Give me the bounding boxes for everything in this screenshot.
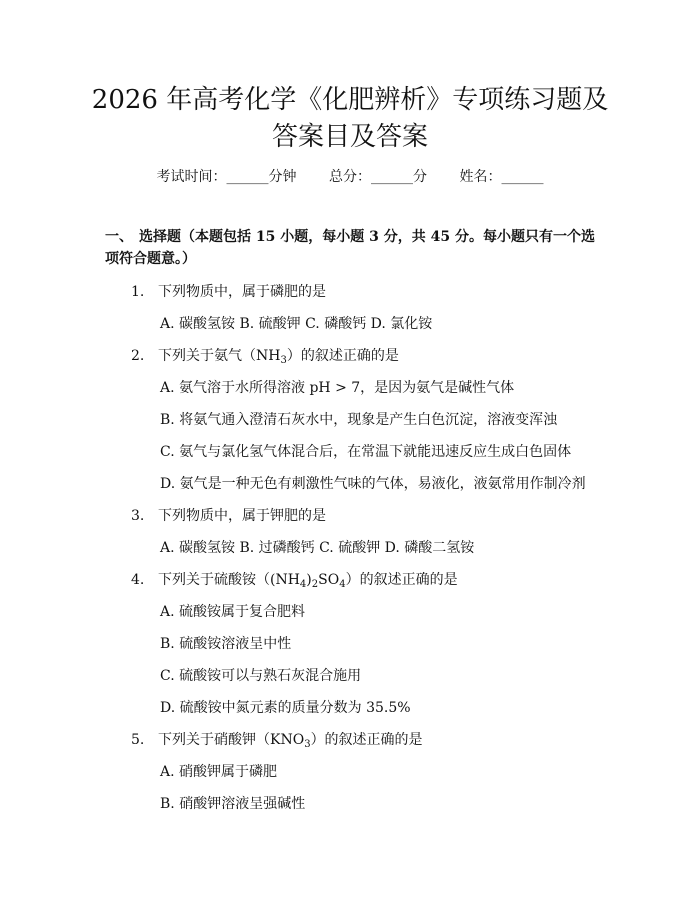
question-stem-part: 下列关于氨气（NH <box>158 348 281 364</box>
question-4 <box>131 570 458 595</box>
question-stem-part: ) <box>306 572 312 588</box>
section-number: 一、 <box>105 229 133 245</box>
title-line-2: 答案目及答案 <box>271 122 428 152</box>
subscript: 2 <box>311 579 319 590</box>
section-heading <box>105 226 600 270</box>
total-score-field: 总分：______分 <box>329 169 427 185</box>
subscript: 3 <box>304 739 311 750</box>
question-1-options: A. 碳酸氢铵 B. 硫酸钾 C. 磷酸钙 D. 氯化铵 <box>160 316 433 332</box>
question-stem-part: 下列关于硫酸铵（(NH <box>158 572 300 588</box>
question-number: 3. <box>131 508 145 524</box>
question-stem-part: SO <box>318 572 340 588</box>
title-line-1: 2026 年高考化学《化肥辨析》专项练习题及 <box>91 85 609 115</box>
question-2-option-b: B. 将氨气通入澄清石灰水中，现象是产生白色沉淀，溶液变浑浊 <box>160 412 558 428</box>
exam-time-field: 考试时间：______分钟 <box>156 169 297 185</box>
question-4-option-a: A. 硫酸铵属于复合肥料 <box>160 604 306 620</box>
question-3 <box>131 506 326 526</box>
question-4-option-d: D. 硫酸铵中氮元素的质量分数为 35.5% <box>160 700 411 716</box>
exam-meta <box>0 167 700 187</box>
subscript: 4 <box>339 579 346 590</box>
question-stem-part: 下列关于硝酸钾（KNO <box>158 732 305 748</box>
question-number: 2. <box>131 348 145 364</box>
question-stem-part: ）的叙述正确的是 <box>286 348 399 364</box>
question-5 <box>131 730 423 755</box>
question-stem-part: ）的叙述正确的是 <box>310 732 423 748</box>
question-stem: 下列物质中，属于钾肥的是 <box>158 508 326 524</box>
question-stem-part: ）的叙述正确的是 <box>345 572 458 588</box>
question-2-option-a: A. 氨气溶于水所得溶液 pH > 7，是因为氨气是碱性气体 <box>160 380 515 396</box>
section-text: 选择题（本题包括 15 小题，每小题 3 分，共 45 分。每小题只有一个选项符合题意。） <box>105 229 595 267</box>
question-3-options: A. 碳酸氢铵 B. 过磷酸钙 C. 硫酸钾 D. 磷酸二氢铵 <box>160 540 475 556</box>
question-1 <box>131 282 326 302</box>
question-number: 5. <box>131 732 145 748</box>
question-5-option-b: B. 硝酸钾溶液呈强碱性 <box>160 796 306 812</box>
subscript: 3 <box>280 355 287 366</box>
question-2 <box>131 346 399 371</box>
question-4-option-b: B. 硫酸铵溶液呈中性 <box>160 636 292 652</box>
question-4-option-c: C. 硫酸铵可以与熟石灰混合施用 <box>160 668 362 684</box>
question-number: 1. <box>131 284 145 300</box>
question-2-option-c: C. 氨气与氯化氢气体混合后，在常温下就能迅速反应生成白色固体 <box>160 444 572 460</box>
question-2-option-d: D. 氨气是一种无色有刺激性气味的气体，易液化，液氨常用作制冷剂 <box>160 476 586 492</box>
subscript: 4 <box>299 579 307 590</box>
question-number: 4. <box>131 572 145 588</box>
question-5-option-a: A. 硝酸钾属于磷肥 <box>160 764 278 780</box>
document-title <box>60 82 640 156</box>
student-name-field: 姓名：______ <box>459 169 544 185</box>
question-stem: 下列物质中，属于磷肥的是 <box>158 284 326 300</box>
